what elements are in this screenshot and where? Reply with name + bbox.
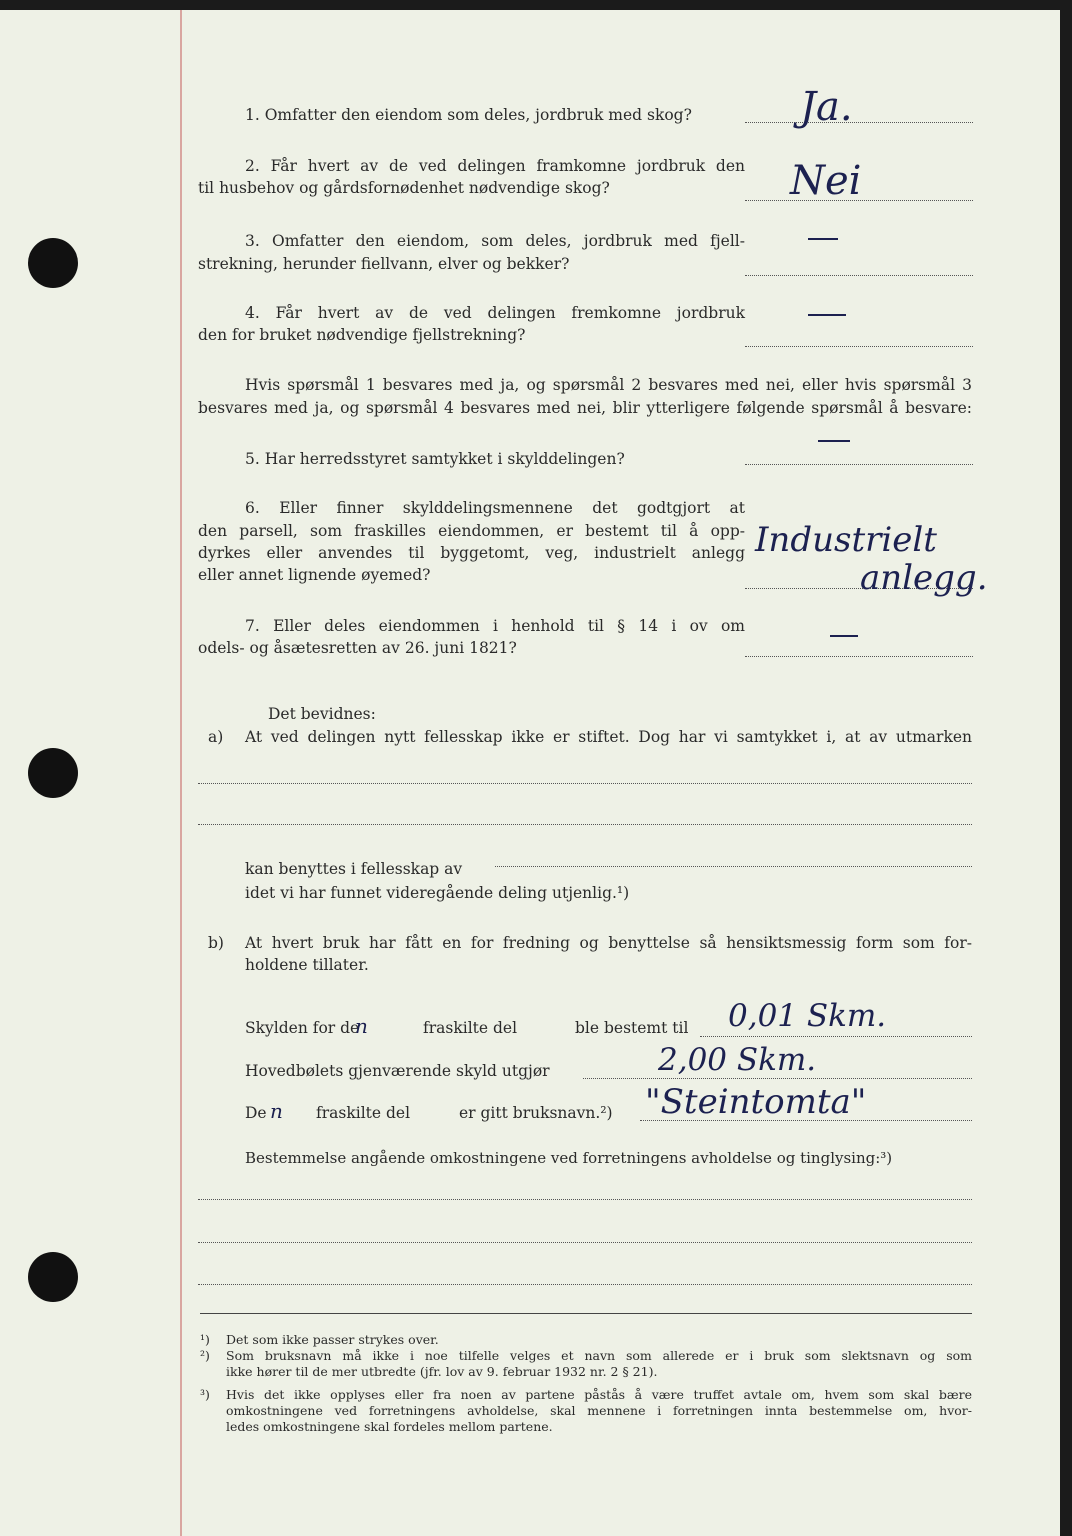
- hovedbol-value-line: [583, 1078, 972, 1079]
- footnote-3-line2: omkostningene ved forretningens avholdelse, skal mennene i forretningen innta bestemmelse om, hvor-: [226, 1403, 972, 1418]
- question-6-line2: den parsell, som fraskilles eiendommen, er bestemt til å opp-: [198, 522, 745, 540]
- document-page: [0, 10, 1060, 1536]
- answer-line-4: [745, 346, 973, 347]
- certification-a-text: At ved delingen nytt fellesskap ikke er stiftet. Dog har vi samtykket i, at av utmarken: [245, 728, 972, 746]
- blank-line-cost1: [198, 1199, 972, 1200]
- question-7-line2: odels- og åsætesretten av 26. juni 1821?: [198, 639, 517, 657]
- answer-7-dash: [830, 635, 858, 637]
- question-7-line1: 7. Eller deles eiendommen i henhold til § 14 i ov om: [245, 617, 745, 635]
- answer-6-handwritten-line1: Industrielt: [755, 520, 937, 560]
- blank-line-a3: [495, 866, 972, 867]
- footnote-3-line3: ledes omkostningene skal fordeles mellom partene.: [226, 1419, 553, 1434]
- certification-a-line2: kan benyttes i fellesskap av: [245, 860, 463, 878]
- margin-line: [180, 10, 182, 1536]
- footnote-2-line2: ikke hører til de mer utbredte (jfr. lov av 9. februar 1932 nr. 2 § 21).: [226, 1364, 658, 1379]
- certification-heading: Det bevidnes:: [268, 705, 376, 723]
- question-6-line3: dyrkes eller anvendes til byggetomt, veg, industrielt anlegg: [198, 544, 745, 562]
- footnote-3-line1: Hvis det ikke opplyses eller fra noen av partene påstås å være truffet avtale om, hvem som skal bære: [226, 1387, 972, 1402]
- question-6-line1: 6. Eller finner skylddelingsmennene det godtgjort at: [245, 499, 745, 517]
- question-4-line1: 4. Får hvert av de ved delingen fremkomne jordbruk: [245, 304, 745, 322]
- footnote-2-mark: ²): [200, 1348, 210, 1363]
- question-2-line1: 2. Får hvert av de ved delingen framkomne jordbruk den: [245, 157, 745, 175]
- answer-line-3: [745, 275, 973, 276]
- answer-5-dash: [818, 440, 850, 442]
- question-1-text: 1. Omfatter den eiendom som deles, jordbruk med skog?: [245, 106, 692, 124]
- instruction-line2: besvares med ja, og spørsmål 4 besvares med nei, blir ytterligere følgende spørsmål å besvare:: [198, 399, 972, 417]
- bruksnavn-label-b: fraskilte del: [316, 1104, 411, 1122]
- question-6-line4: eller annet lignende øyemed?: [198, 566, 431, 584]
- blank-line-cost3: [198, 1284, 972, 1285]
- skylden-label-b: fraskilte del: [423, 1019, 518, 1037]
- answer-line-5: [745, 464, 973, 465]
- cost-label: Bestemmelse angående omkostningene ved forretningens avholdelse og tinglysing:³): [245, 1149, 893, 1167]
- answer-4-dash: [808, 314, 846, 316]
- bruksnavn-label-c: er gitt bruksnavn.²): [459, 1104, 613, 1122]
- footnote-2-line1: Som bruksnavn må ikke i noe tilfelle velges et navn som allerede er i bruk som slektsnavn og som: [226, 1348, 972, 1363]
- hovedbol-label: Hovedbølets gjenværende skyld utgjør: [245, 1062, 550, 1080]
- answer-6-handwritten-line2: anlegg.: [860, 558, 988, 598]
- skylden-value-handwritten: 0,01 Skm.: [728, 998, 887, 1034]
- skylden-label-a: Skylden for de: [245, 1019, 360, 1037]
- certification-b-label: b): [208, 934, 224, 952]
- bruksnavn-value-handwritten: "Steintomta": [645, 1082, 867, 1122]
- skylden-label-c: ble bestemt til: [575, 1019, 689, 1037]
- question-3-line1: 3. Omfatter den eiendom, som deles, jordbruk med fjell-: [245, 232, 745, 250]
- answer-3-dash: [808, 238, 838, 240]
- skylden-value-line: [700, 1036, 972, 1037]
- instruction-line1: Hvis spørsmål 1 besvares med ja, og spørsmål 2 besvares med nei, eller hvis spørsmål 3: [245, 376, 972, 394]
- question-4-line2: den for bruket nødvendige fjellstrekning?: [198, 326, 526, 344]
- certification-b-line1: At hvert bruk har fått en for fredning og benyttelse så hensiktsmessig form som for-: [245, 934, 972, 952]
- punch-hole-middle: [28, 748, 78, 798]
- certification-a-label: a): [208, 728, 224, 746]
- answer-line-7: [745, 656, 973, 657]
- certification-b-line2: holdene tillater.: [245, 956, 369, 974]
- bruksnavn-label-a: De: [245, 1104, 267, 1122]
- blank-line-cost2: [198, 1242, 972, 1243]
- answer-line-1: [745, 122, 973, 123]
- question-2-line2: til husbehov og gårdsfornødenhet nødvendige skog?: [198, 179, 610, 197]
- footnote-rule: [200, 1313, 972, 1314]
- blank-line-a2: [198, 824, 972, 825]
- footnote-1-mark: ¹): [200, 1332, 210, 1347]
- footnote-3-mark: ³): [200, 1387, 210, 1402]
- blank-line-a1: [198, 783, 972, 784]
- question-5-text: 5. Har herredsstyret samtykket i skylddelingen?: [245, 450, 625, 468]
- certification-a-line3: idet vi har funnet videregående deling utjenlig.¹): [245, 884, 630, 902]
- bruksnavn-handwritten-n: n: [270, 1099, 283, 1123]
- punch-hole-bottom: [28, 1252, 78, 1302]
- skylden-handwritten-n: n: [355, 1014, 368, 1038]
- answer-2-handwritten: Nei: [790, 158, 862, 204]
- hovedbol-value-handwritten: 2,00 Skm.: [658, 1042, 817, 1078]
- footnote-1: Det som ikke passer strykes over.: [226, 1332, 439, 1347]
- punch-hole-top: [28, 238, 78, 288]
- question-3-line2: strekning, herunder fiellvann, elver og bekker?: [198, 255, 570, 273]
- answer-1-handwritten: Ja.: [800, 84, 853, 130]
